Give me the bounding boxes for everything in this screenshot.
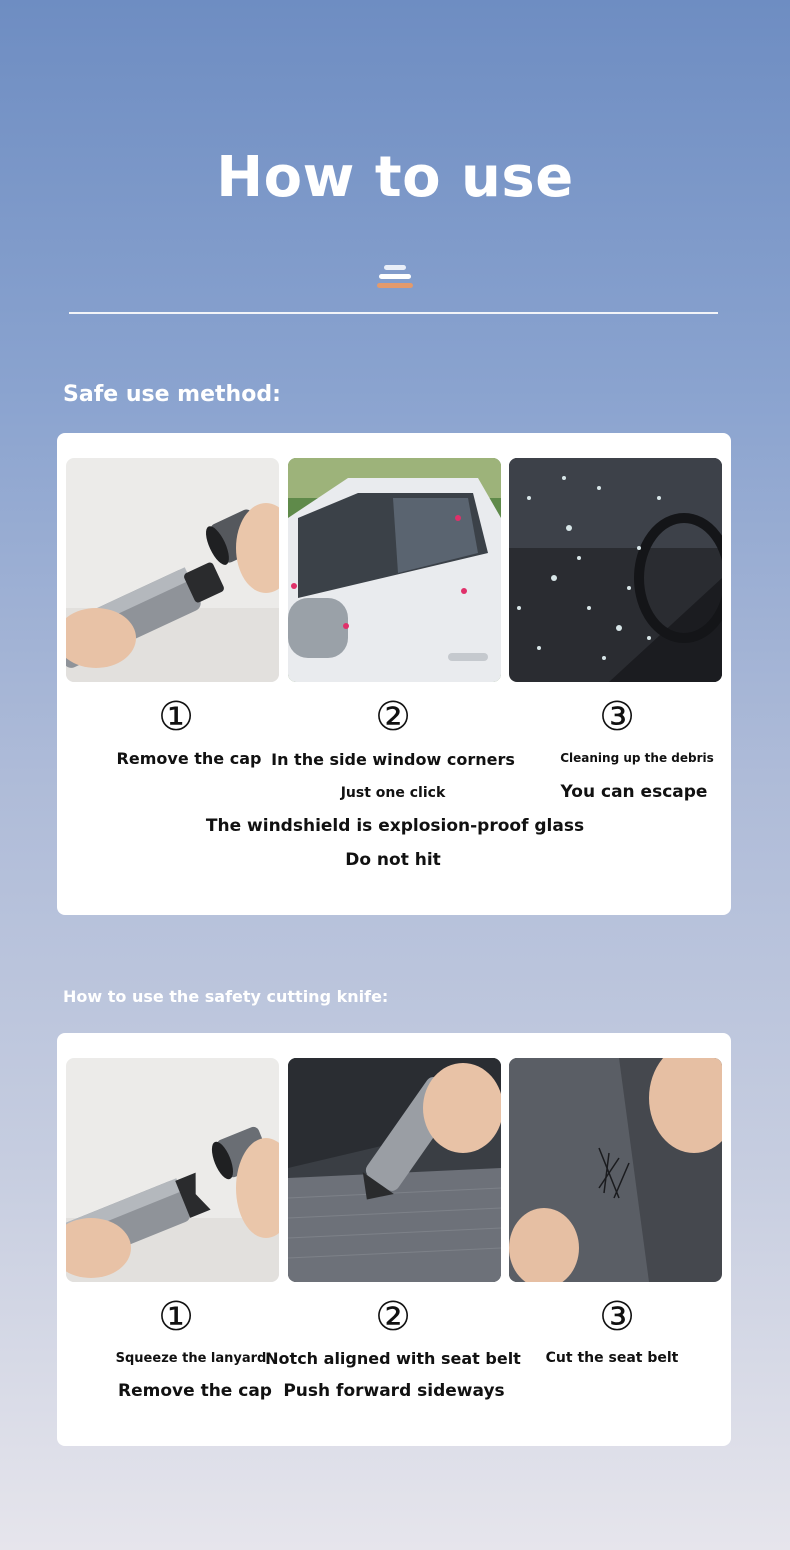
squeeze-lanyard-photo <box>66 1058 279 1282</box>
step-number-2: ② <box>375 694 411 740</box>
title-divider <box>69 312 718 314</box>
notch-on-seatbelt-photo <box>288 1058 501 1282</box>
cut-seatbelt-photo <box>509 1058 722 1282</box>
step-2-caption-line-2: Just one click <box>340 785 446 801</box>
knife-step-number-1: ① <box>158 1294 194 1340</box>
step-number-1: ① <box>158 694 194 740</box>
knife-step-2-caption-line-1: Notch aligned with seat belt <box>265 1349 521 1368</box>
knife-step-1-caption-line-1: Squeeze the lanyard <box>115 1351 267 1366</box>
knife-step-3-caption-line-1: Cut the seat belt <box>545 1350 679 1366</box>
remove-cap-photo <box>66 458 279 682</box>
step-1-caption-line-1: Remove the cap <box>116 749 262 768</box>
safe-use-card <box>57 433 731 915</box>
knife-step-number-3: ③ <box>599 1294 635 1340</box>
do-not-hit-note: Do not hit <box>345 850 441 870</box>
car-side-window-photo <box>288 458 501 682</box>
step-number-3: ③ <box>599 694 635 740</box>
step-3-caption-line-1: Cleaning up the debris <box>560 751 714 765</box>
cutting-knife-card <box>57 1033 731 1446</box>
section-cutting-knife-label: How to use the safety cutting knife: <box>63 987 389 1006</box>
page-title: How to use <box>216 145 574 210</box>
windshield-note: The windshield is explosion-proof glass <box>205 816 585 836</box>
knife-step-number-2: ② <box>375 1294 411 1340</box>
shattered-glass-photo <box>509 458 722 682</box>
stacked-bars-icon <box>377 265 413 291</box>
step-3-caption-line-2: You can escape <box>560 782 708 802</box>
section-safe-use-label: Safe use method: <box>63 382 281 407</box>
knife-step-1-caption-line-2: Remove the cap <box>118 1381 272 1401</box>
knife-step-2-caption-line-2: Push forward sideways <box>283 1381 505 1401</box>
step-2-caption-line-1: In the side window corners <box>271 750 515 769</box>
